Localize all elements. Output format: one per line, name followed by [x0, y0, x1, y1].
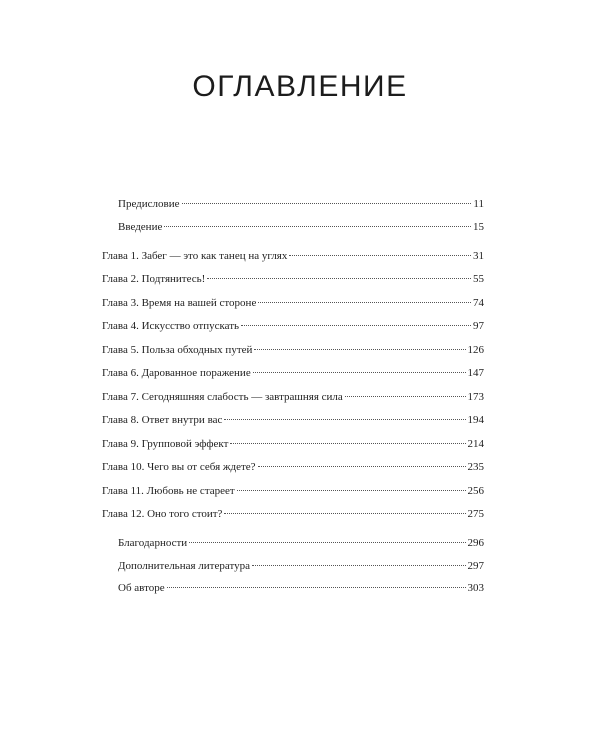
- toc-entry-page: 11: [473, 198, 484, 210]
- dot-leader: [237, 490, 466, 491]
- toc-entry-chapter-4[interactable]: [102, 317, 484, 335]
- toc-entry-label: Об авторе: [118, 582, 165, 594]
- toc-entry-page: 235: [467, 461, 484, 473]
- dot-leader: [252, 565, 466, 566]
- toc-entry-page: 126: [467, 344, 484, 356]
- toc-entry-chapter-11[interactable]: [102, 482, 484, 500]
- toc-entry-page: 74: [473, 297, 484, 309]
- toc-entry-page: 296: [467, 537, 484, 549]
- dot-leader: [224, 513, 465, 514]
- dot-leader: [167, 587, 466, 588]
- toc-entry-label: Глава 1. Забег — это как танец на углях: [102, 250, 288, 262]
- toc-entry-acknowledgements[interactable]: [118, 534, 484, 552]
- toc-entry-page: 97: [473, 320, 484, 332]
- toc-entry-label: Введение: [118, 221, 163, 233]
- toc-entry-introduction[interactable]: [118, 218, 484, 236]
- toc-entry-chapter-2[interactable]: [102, 270, 484, 288]
- toc-entry-label: Глава 3. Время на вашей стороне: [102, 297, 257, 309]
- toc-entry-page: 256: [467, 485, 484, 497]
- dot-leader: [207, 278, 471, 279]
- toc-entry-page: 275: [467, 508, 484, 520]
- dot-leader: [258, 466, 466, 467]
- toc-entry-page: 15: [473, 221, 484, 233]
- dot-leader: [182, 203, 472, 204]
- dot-leader: [253, 372, 466, 373]
- toc-entry-label: Глава 6. Дарованное поражение: [102, 367, 251, 379]
- toc-entry-preface[interactable]: [118, 195, 484, 213]
- dot-leader: [224, 419, 465, 420]
- toc-entry-page: 55: [473, 273, 484, 285]
- toc-entry-label: Глава 8. Ответ внутри вас: [102, 414, 223, 426]
- dot-leader: [164, 226, 471, 227]
- toc-entry-page: 194: [467, 414, 484, 426]
- toc-entry-chapter-10[interactable]: [102, 458, 484, 476]
- toc-entry-page: 173: [467, 391, 484, 403]
- dot-leader: [254, 349, 465, 350]
- toc-entry-chapter-1[interactable]: [102, 247, 484, 265]
- toc-entry-chapter-3[interactable]: [102, 294, 484, 312]
- toc-entry-label: Глава 4. Искусство отпускать: [102, 320, 240, 332]
- dot-leader: [345, 396, 466, 397]
- toc-entry-label: Глава 2. Подтянитесь!: [102, 273, 206, 285]
- toc-entry-further-reading[interactable]: [118, 557, 484, 575]
- toc-entry-label: Глава 7. Сегодняшняя слабость — завтрашняя сила: [102, 391, 343, 403]
- toc-entry-page: 147: [467, 367, 484, 379]
- toc-entry-chapter-12[interactable]: [102, 505, 484, 523]
- toc-entry-label: Глава 12. Оно того стоит?: [102, 508, 223, 520]
- toc-entry-label: Благодарности: [118, 537, 188, 549]
- toc-entry-chapter-5[interactable]: [102, 341, 484, 359]
- dot-leader: [230, 443, 465, 444]
- toc-entry-chapter-7[interactable]: [102, 388, 484, 406]
- toc-entry-label: Предисловие: [118, 198, 180, 210]
- dot-leader: [289, 255, 471, 256]
- toc-entry-label: Глава 9. Групповой эффект: [102, 438, 229, 450]
- toc-entry-label: Глава 10. Чего вы от себя ждете?: [102, 461, 256, 473]
- toc-entry-label: Дополнительная литература: [118, 560, 250, 572]
- dot-leader: [258, 302, 471, 303]
- toc-entry-page: 31: [473, 250, 484, 262]
- toc-entry-page: 214: [467, 438, 484, 450]
- toc-entry-label: Глава 11. Любовь не стареет: [102, 485, 235, 497]
- toc-entry-chapter-6[interactable]: [102, 364, 484, 382]
- dot-leader: [241, 325, 471, 326]
- toc-entry-about-author[interactable]: [118, 579, 484, 597]
- toc-entry-chapter-8[interactable]: [102, 411, 484, 429]
- toc-entry-chapter-9[interactable]: [102, 435, 484, 453]
- page-title: ОГЛАВЛЕНИЕ: [192, 70, 408, 103]
- toc-entry-label: Глава 5. Польза обходных путей: [102, 344, 253, 356]
- toc-entry-page: 297: [467, 560, 484, 572]
- toc-entry-page: 303: [467, 582, 484, 594]
- dot-leader: [189, 542, 465, 543]
